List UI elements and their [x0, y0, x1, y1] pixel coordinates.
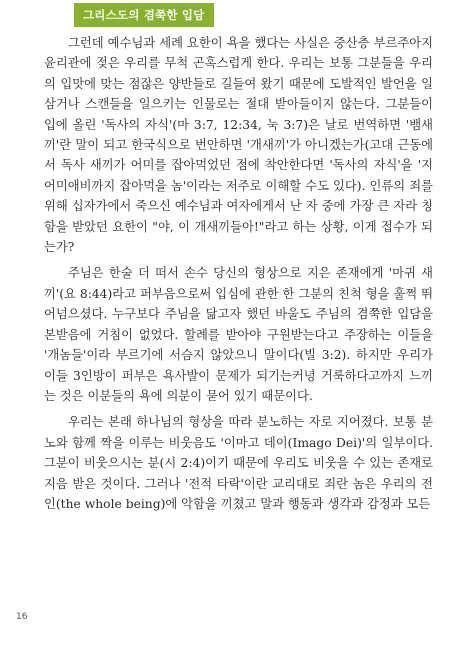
page-number: 16: [16, 612, 28, 622]
paragraph-2: 주님은 한술 더 떠서 손수 당신의 형상으로 지은 존재에게 '마귀 새끼'(요 8:44)라고 퍼부음으로써 입심에 관한 한 그분의 친척 형을 훌쩍 뛰어넘으셨다. 누구보다 주님을 닮고자 했던 바울도 주님의 겸쭉한 입담을 본받음에 거침이 없었다. 할례를 받아야 구원받는다고 주장하는 이들을 '개놈들'이라 부르기에 서슴지 않았으니 말이다(빌 3:2). 하지만 우리가 이들 3인방이 퍼부은 욕사발이 문제가 되기는커녕 거룩하다고까지 느끼는 것은 이분들의 욕에 의분이 묻어 있기 때문이다.: [44, 266, 433, 403]
body-text: [44, 33, 433, 514]
chapter-header-label: 그리스도의 겸쭉한 입담: [74, 3, 214, 27]
paragraph-3: 우리는 본래 하나님의 형상을 따라 분노하는 자로 지어졌다. 보통 분노와 함께 짝을 이루는 비웃음도 '이마고 데이(Imago Dei)'의 일부이다. 그분이 비웃으시는 분(시 2:4)이기 때문에 우리도 비웃을 수 있는 존재로 지음 받은 것이다. 그러나 '전적 타락'이란 교리대로 죄란 놈은 우리의 전인(the whole being)에 악함을 끼쳤고 말과 행동과 생각과 감정과 모든: [44, 415, 433, 511]
paragraph-1: 그런데 예수님과 세례 요한이 욕을 했다는 사실은 중산층 부르주아지 윤리관에 젖은 우리를 무척 곤혹스럽게 한다. 우리는 보통 그분들을 우리의 입맛에 맞는 점잖은 양반들로 길들여 왔기 때문에 도발적인 발언을 일삼거나 스캔들을 일으키는 인물로는 절대 받아들이지 않는다. 그분들이 입에 올린 '독사의 자식'(마 3:7, 12:34, 눅 3:7)은 날로 번역하면 '뱀새끼'란 말이 되고 한국식으로 번안하면 '개새끼'가 아니겠는가(고대 근동에서 독사 새끼가 어미를 잡아먹었던 점에 착안한다면 '독사의 자식'을 '지 어미애비까지 잡아먹을 놈'이라는 저주로 이해할 수도 있다). 인류의 죄를 위해 십자가에서 죽으신 예수님과 여자에게서 난 자 중에 가장 큰 자라 칭함을 받았던 요한이 "야, 이 개새끼들아!"라고 하는 상황, 이게 접수가 되는가?: [44, 36, 433, 255]
